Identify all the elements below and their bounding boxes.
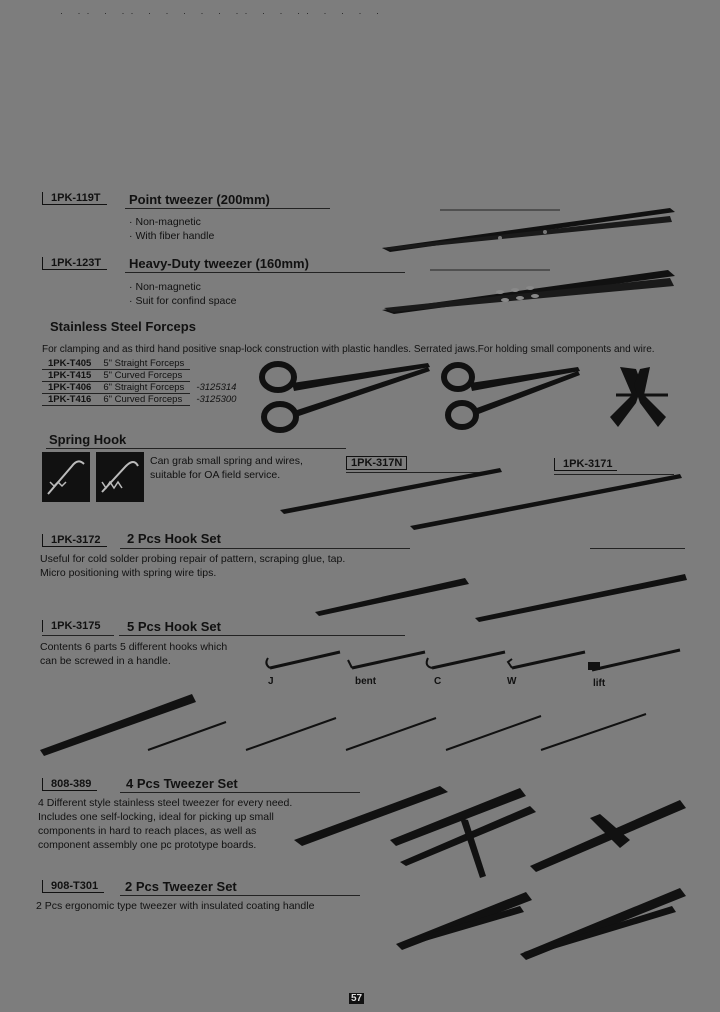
spring-hook-heading: Spring Hook <box>49 432 127 447</box>
spring-hook-illustration <box>42 452 146 502</box>
forceps-code: 1PK-T415 <box>42 370 97 382</box>
hook-set-2-code: 1PK-3172 <box>42 534 107 547</box>
page-number-label: 57 <box>351 993 363 1004</box>
feature-item: · Non-magnetic <box>129 215 214 229</box>
hook-set-5-tools-image <box>36 688 686 758</box>
page-number <box>349 988 364 1006</box>
tweezer-set-4-code: 808-389 <box>42 778 97 791</box>
hook-set-5-title: 5 Pcs Hook Set <box>127 619 221 634</box>
forceps-desc: 5" Straight Forceps <box>97 358 190 370</box>
forceps-note <box>190 370 242 382</box>
forceps-image <box>248 355 688 440</box>
forceps-note: -3125314 <box>196 382 237 393</box>
forceps-note: -3125300 <box>196 394 237 405</box>
feature-item: · With fiber handle <box>129 229 214 243</box>
forceps-code: 1PK-T406 <box>42 382 97 394</box>
table-row <box>42 358 242 370</box>
forceps-desc: 5" Curved Forceps <box>97 370 190 382</box>
feature-item: · Non-magnetic <box>129 280 236 294</box>
tweezer-set-2-code: 908-T301 <box>42 880 104 893</box>
header-marks: · ·· · ·· · · · · · ·· · · ·· · · · · <box>60 8 385 18</box>
tweezer-set-2-image <box>390 882 690 962</box>
hook-set-2-title: 2 Pcs Hook Set <box>127 531 221 546</box>
hook-type-label: W <box>507 676 517 687</box>
hook-type-label: bent <box>355 676 377 687</box>
hook-set-2-description: Useful for cold solder probing repair of pattern, scraping glue, tap. Micro positioning with spring wire tips. <box>40 553 346 579</box>
hook-type-label: C <box>434 676 442 687</box>
table-row <box>42 370 242 382</box>
feature-item: · Suit for confind space <box>129 294 236 308</box>
forceps-heading: Stainless Steel Forceps <box>50 319 196 334</box>
tweezer-set-2-description: 2 Pcs ergonomic type tweezer with insulated coating handle <box>36 900 315 912</box>
product-code-heavy-duty-tweezer: 1PK-123T <box>42 257 107 270</box>
product-title-heavy-duty-tweezer: Heavy-Duty tweezer (160mm) <box>129 256 309 271</box>
forceps-description: For clamping and as third hand positive snap-lock construction with plastic handles. Serrated jaws.For holding small components and wire. <box>42 344 655 355</box>
forceps-desc: 6" Curved Forceps <box>97 394 190 406</box>
heavy-duty-tweezer-image <box>370 262 690 317</box>
forceps-table <box>42 358 242 406</box>
spring-hook-description: Can grab small spring and wires, suitable for OA field service. <box>150 455 303 481</box>
spring-hook-code-a: 1PK-317N <box>346 456 407 470</box>
tweezer-set-2-title: 2 Pcs Tweezer Set <box>125 879 237 894</box>
hook-set-2-image <box>305 570 695 625</box>
point-tweezer-image <box>370 198 690 258</box>
tweezer-set-4-description: 4 Different style stainless steel tweezer for every need. Includes one self-locking, ideal for picking up small components in hard to reach places, as well as component assembly one pc prototype boards. <box>38 797 293 851</box>
hook-type-label: lift <box>593 678 606 689</box>
forceps-code: 1PK-T405 <box>42 358 97 370</box>
hook-set-5-code: 1PK-3175 <box>42 620 105 632</box>
product-title-point-tweezer: Point tweezer (200mm) <box>129 192 270 207</box>
forceps-note <box>190 358 242 370</box>
forceps-code: 1PK-T416 <box>42 394 97 406</box>
tweezer-set-4-image <box>290 778 690 888</box>
hook-set-5-tips-image <box>260 640 690 680</box>
point-tweezer-features <box>129 215 214 243</box>
table-row <box>42 382 242 394</box>
spring-hook-tools-image <box>270 462 690 532</box>
heavy-duty-tweezer-features <box>129 280 236 308</box>
product-code-point-tweezer: 1PK-119T <box>42 192 107 205</box>
forceps-desc: 6" Straight Forceps <box>97 382 190 394</box>
hook-type-label: J <box>268 676 274 687</box>
hook-set-5-description: Contents 6 parts 5 different hooks which can be screwed in a handle. <box>40 641 228 667</box>
table-row <box>42 394 242 406</box>
tweezer-set-4-title: 4 Pcs Tweezer Set <box>126 776 238 791</box>
spring-hook-code-b: 1PK-3171 <box>554 458 617 471</box>
